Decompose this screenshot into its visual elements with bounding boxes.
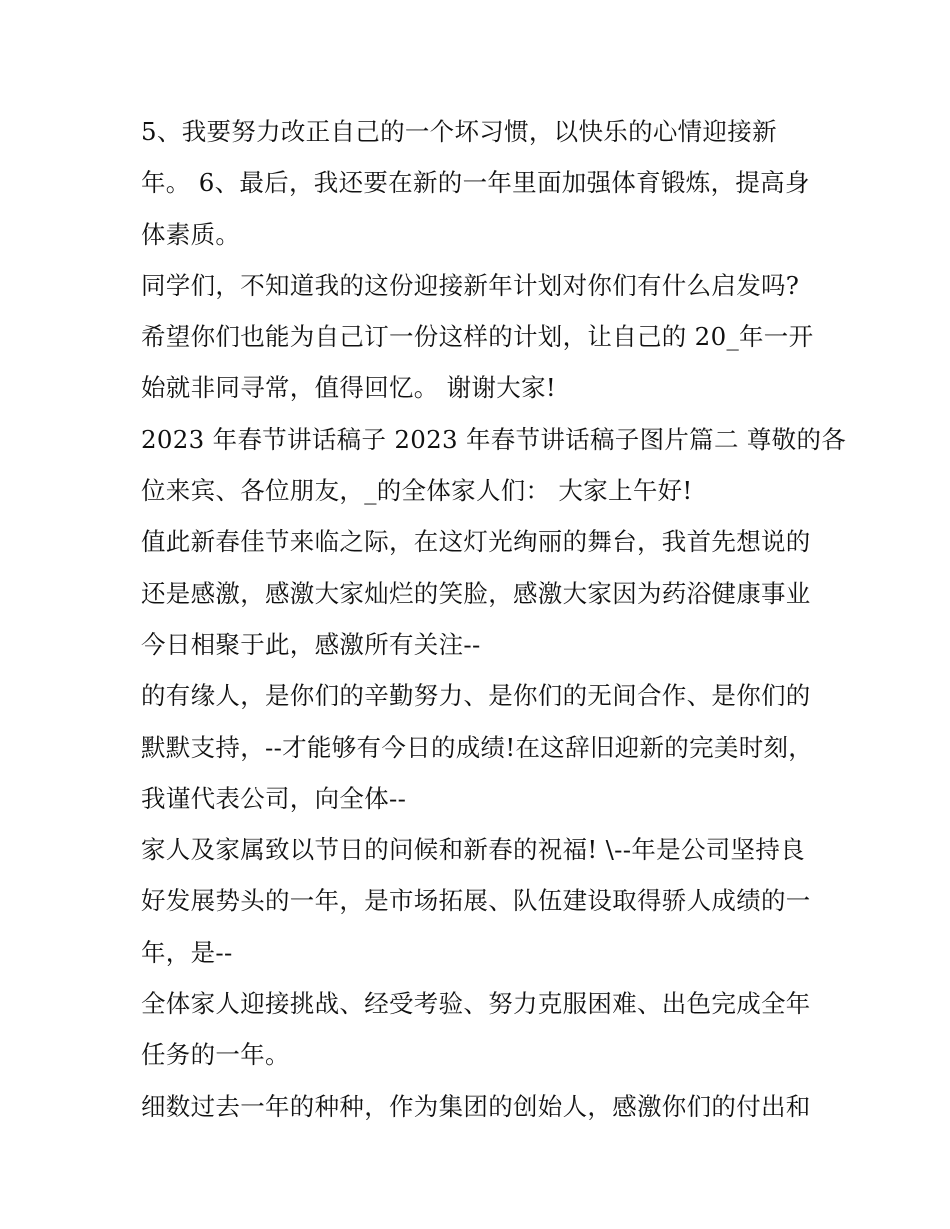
text-line: 位来宾、各位朋友，_的全体家人们： 大家上午好!	[141, 476, 693, 506]
text-line: 5、我要努力改正自己的一个坏习惯，以快乐的心情迎接新	[141, 117, 777, 146]
text-line: 细数过去一年的种种，作为集团的创始人，感激你们的付出和	[141, 1091, 811, 1121]
text-line: 年，是--	[141, 937, 233, 967]
text-line: 全体家人迎接挑战、经受考验、努力克服困难、出色完成全年	[141, 989, 811, 1019]
text-line: 同学们，不知道我的这份迎接新年计划对你们有什么启发吗?	[141, 270, 800, 300]
text-line: 任务的一年。	[141, 1040, 290, 1070]
text-line: 我谨代表公司，向全体--	[141, 783, 407, 813]
text-line: 的有缘人，是你们的辛勤努力、是你们的无间合作、是你们的	[141, 681, 811, 711]
text-line: 2023 年春节讲话稿子 2023 年春节讲话稿子图片篇二 尊敬的各	[141, 424, 847, 454]
text-line: 默默支持，--才能够有今日的成绩!在这辞旧迎新的完美时刻，	[141, 732, 814, 762]
text-line: 值此新春佳节来临之际，在这灯光绚丽的舞台，我首先想说的	[141, 527, 811, 557]
text-line: 今日相聚于此，感激所有关注--	[141, 629, 481, 659]
text-line: 好发展势头的一年，是市场拓展、队伍建设取得骄人成绩的一	[141, 886, 811, 916]
text-line: 家人及家属致以节日的问候和新春的祝福! \--年是公司坚持良	[141, 835, 805, 865]
text-line: 希望你们也能为自己订一份这样的计划，让自己的 20_年一开	[141, 322, 814, 352]
text-line: 年。 6、最后，我还要在新的一年里面加强体育锻炼，提高身	[141, 168, 810, 198]
text-line: 还是感激，感激大家灿烂的笑脸，感激大家因为药浴健康事业	[141, 578, 811, 608]
document-body	[141, 106, 847, 1132]
text-line: 始就非同寻常，值得回忆。 谢谢大家!	[141, 373, 557, 403]
text-line: 体素质。	[141, 219, 241, 249]
